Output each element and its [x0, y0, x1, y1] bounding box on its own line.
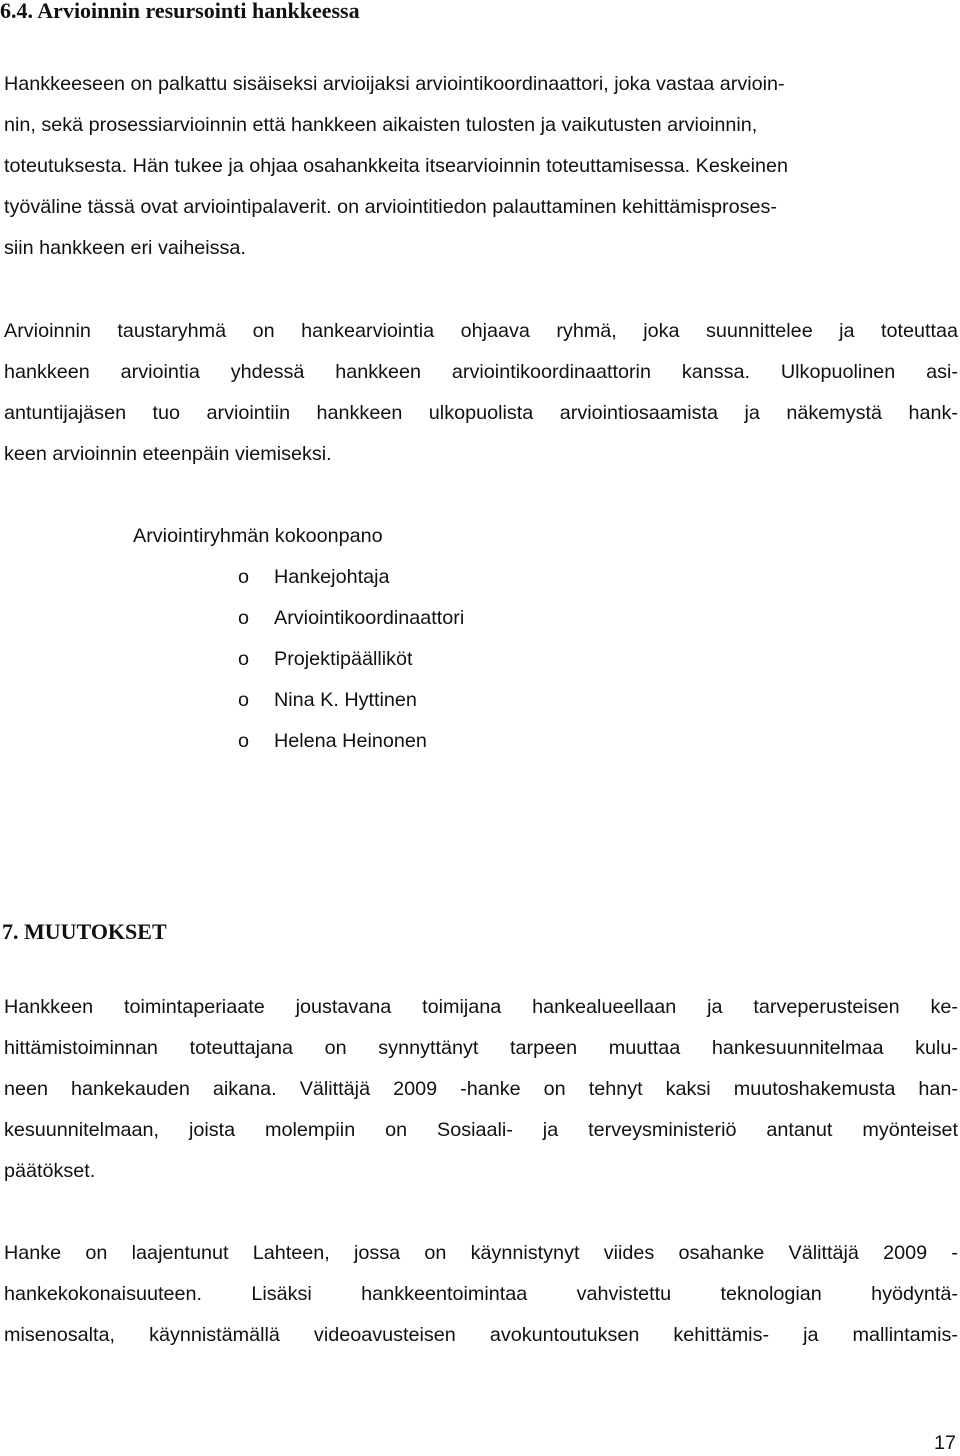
text-line: hankekokonaisuuteen. Lisäksi hankkeentoimintaa vahvistettu teknologian hyödyntä- — [4, 1283, 958, 1305]
text-line: kesuunnitelmaan, joista molempiin on Sosiaali- ja terveysministeriö antanut myönteiset — [4, 1119, 958, 1141]
bullet-marker: o — [238, 607, 250, 629]
list-item-text: Arviointikoordinaattori — [274, 607, 465, 629]
list-item-text: Projektipäälliköt — [274, 648, 413, 670]
list-item-text: Hankejohtaja — [274, 566, 390, 588]
text-line: toteutuksesta. Hän tukee ja ohjaa osahankkeita itsearvioinnin toteuttamisessa. Keskeinen — [4, 155, 789, 177]
paragraph-reference-group — [4, 311, 958, 475]
section-heading-7: 7. MUUTOKSET — [2, 919, 167, 944]
text-line: työväline tässä ovat arviointipalaverit. on arviointitiedon palauttaminen kehittämisproses- — [4, 196, 777, 218]
text-line: Hanke on laajentunut Lahteen, jossa on käynnistynyt viides osahanke Välittäjä 2009 - — [4, 1242, 958, 1264]
bullet-marker: o — [238, 648, 250, 670]
bullet-marker: o — [238, 730, 250, 752]
page-number: 17 — [933, 1432, 956, 1454]
bullet-marker: o — [238, 689, 250, 711]
text-line: misenosalta, käynnistämällä videoavusteisen avokuntoutuksen kehittämis- ja mallintamis- — [4, 1324, 958, 1346]
paragraph-resourcing — [4, 64, 958, 269]
text-line: päätökset. — [4, 1160, 96, 1182]
text-line: neen hankekauden aikana. Välittäjä 2009 -hanke on tehnyt kaksi muutoshakemusta han- — [4, 1078, 958, 1100]
text-line: antuntijajäsen tuo arviointiin hankkeen ulkopuolista arviointiosaamista ja näkemystä hank- — [4, 402, 958, 424]
bullet-marker: o — [238, 566, 250, 588]
text-line: hittämistoiminnan toteuttajana on synnyttänyt tarpeen muuttaa hankesuunnitelmaa kulu- — [4, 1037, 958, 1059]
text-line: siin hankkeen eri vaiheissa. — [4, 237, 246, 259]
paragraph-expansion — [4, 1233, 958, 1356]
section-heading-6-4: 6.4. Arvioinnin resursointi hankkeessa — [0, 0, 360, 23]
text-line: Hankkeeseen on palkattu sisäiseksi arvioijaksi arviointikoordinaattori, joka vastaa arvioin- — [4, 73, 785, 95]
paragraph-changes — [4, 987, 958, 1192]
text-line: Hankkeen toimintaperiaate joustavana toimijana hankealueellaan ja tarveperusteisen ke- — [4, 996, 958, 1018]
text-line: keen arvioinnin eteenpäin viemiseksi. — [4, 443, 332, 465]
list-item-text: Helena Heinonen — [274, 730, 427, 752]
text-line: Arvioinnin taustaryhmä on hankearviointia ohjaava ryhmä, joka suunnittelee ja toteuttaa — [4, 320, 958, 342]
list-title: Arviointiryhmän kokoonpano — [133, 525, 383, 547]
text-line: nin, sekä prosessiarvioinnin että hankkeen aikaisten tulosten ja vaikutusten arvioinnin, — [4, 114, 758, 136]
list-item-text: Nina K. Hyttinen — [274, 689, 417, 711]
text-line: hankkeen arviointia yhdessä hankkeen arviointikoordinaattorin kanssa. Ulkopuolinen asi- — [4, 361, 958, 383]
